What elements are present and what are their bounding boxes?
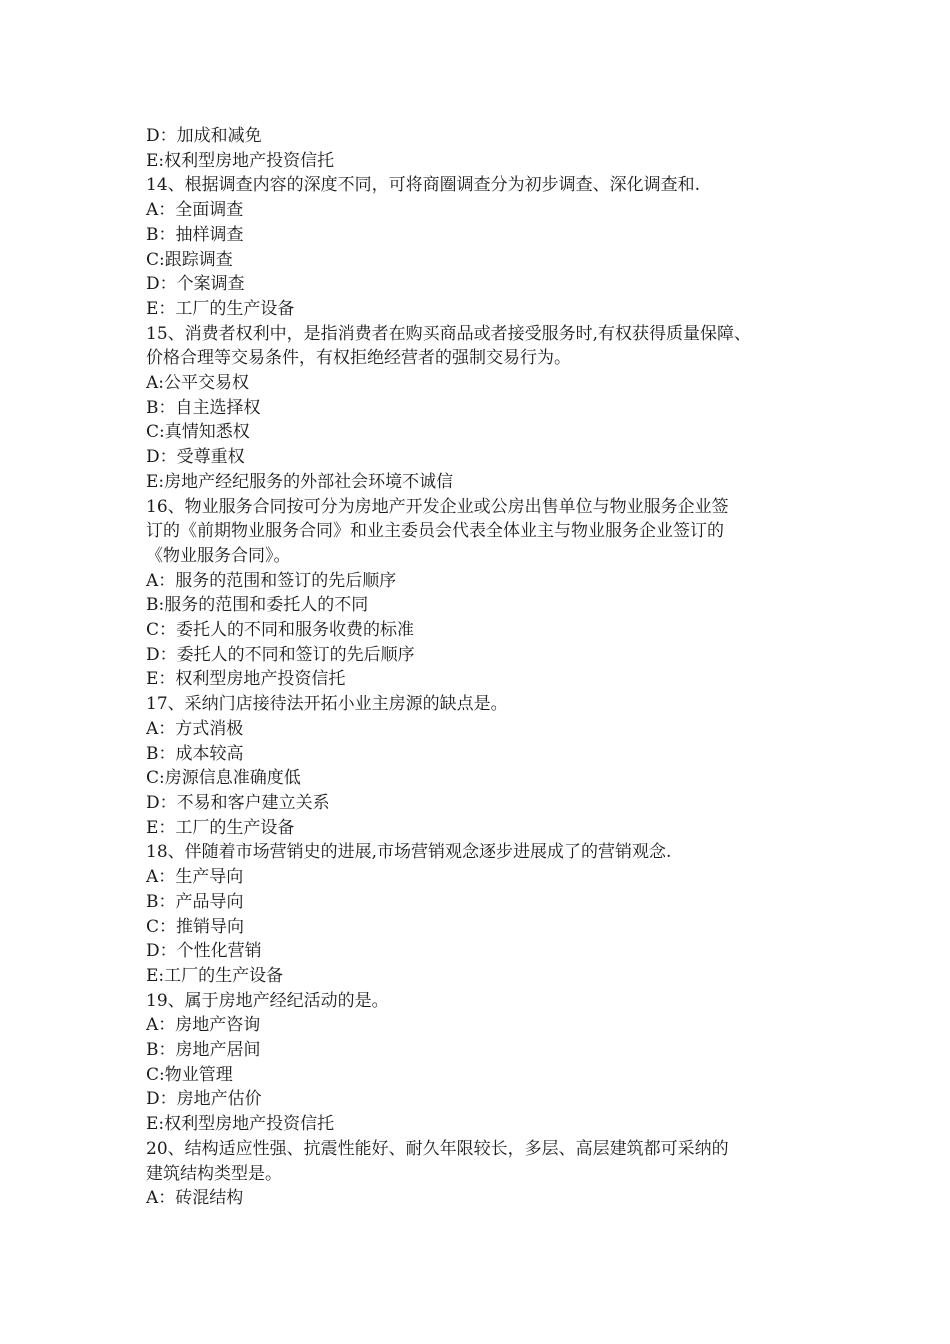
option-line: D：房地产估价	[146, 1089, 262, 1110]
option-line: A：生产导向	[146, 867, 244, 888]
option-line: C:物业管理	[146, 1064, 233, 1085]
option-line: E:权利型房地产投资信托	[146, 150, 335, 171]
option-line: B：抽样调查	[146, 224, 244, 245]
option-line: D：加成和减免	[146, 126, 262, 146]
question-line: 订的《前期物业服务合同》和业主委员会代表全体业主与物业服务企业签订的	[146, 521, 724, 542]
option-line: D：不易和客户建立关系	[146, 792, 330, 813]
option-line: A：服务的范围和签订的先后顺序	[146, 570, 397, 591]
option-line: D：个性化营销	[146, 941, 262, 962]
document-page	[146, 124, 826, 1211]
option-line: E:权利型房地产投资信托	[146, 1114, 335, 1135]
option-line: E:工厂的生产设备	[146, 965, 284, 986]
option-line: E：工厂的生产设备	[146, 817, 295, 838]
option-line: E:房地产经纪服务的外部社会环境不诚信	[146, 471, 454, 492]
question-line: 20、结构适应性强、抗震性能好、耐久年限较长，多层、高层建筑都可采纳的	[146, 1138, 729, 1159]
question-line: 15、消费者权利中，是指消费者在购买商品或者接受服务时,有权获得质量保障、	[146, 323, 752, 344]
option-line: A：全面调查	[146, 200, 244, 221]
option-line: C：委托人的不同和服务收费的标准	[146, 620, 415, 641]
option-line: E：权利型房地产投资信托	[146, 669, 346, 690]
option-line: B：产品导向	[146, 891, 244, 912]
question-line: 16、物业服务合同按可分为房地产开发企业或公房出售单位与物业服务企业签	[146, 496, 729, 517]
option-line: D：委托人的不同和签订的先后顺序	[146, 644, 415, 665]
option-line: D：个案调查	[146, 274, 245, 295]
question-line: 《物业服务合同》。	[146, 545, 291, 566]
option-line: B：成本较高	[146, 743, 244, 764]
question-line: 14、根据调查内容的深度不同，可将商圈调查分为初步调查、深化调查和.	[146, 175, 701, 196]
option-line: B：房地产居间	[146, 1040, 261, 1061]
question-line: 19、属于房地产经纪活动的是。	[146, 990, 389, 1011]
option-line: A：砖混结构	[146, 1188, 244, 1209]
option-line: C:跟踪调查	[146, 249, 233, 270]
option-line: D：受尊重权	[146, 447, 245, 468]
option-line: C：推销导向	[146, 916, 245, 937]
option-line: A：房地产咨询	[146, 1015, 261, 1036]
question-line: 17、采纳门店接待法开拓小业主房源的缺点是。	[146, 694, 508, 715]
question-line: 建筑结构类型是。	[146, 1163, 282, 1184]
option-line: E：工厂的生产设备	[146, 298, 295, 319]
question-line: 18、伴随着市场营销史的进展,市场营销观念逐步进展成了的营销观念.	[146, 842, 672, 863]
question-line: 价格合理等交易条件，有权拒绝经营者的强制交易行为。	[146, 348, 571, 369]
option-line: A：方式消极	[146, 718, 244, 739]
option-line: B：自主选择权	[146, 397, 261, 418]
option-line: C:真情知悉权	[146, 422, 250, 443]
option-line: B:服务的范围和委托人的不同	[146, 595, 369, 616]
option-line: A:公平交易权	[146, 373, 250, 394]
option-line: C:房源信息准确度低	[146, 768, 301, 789]
